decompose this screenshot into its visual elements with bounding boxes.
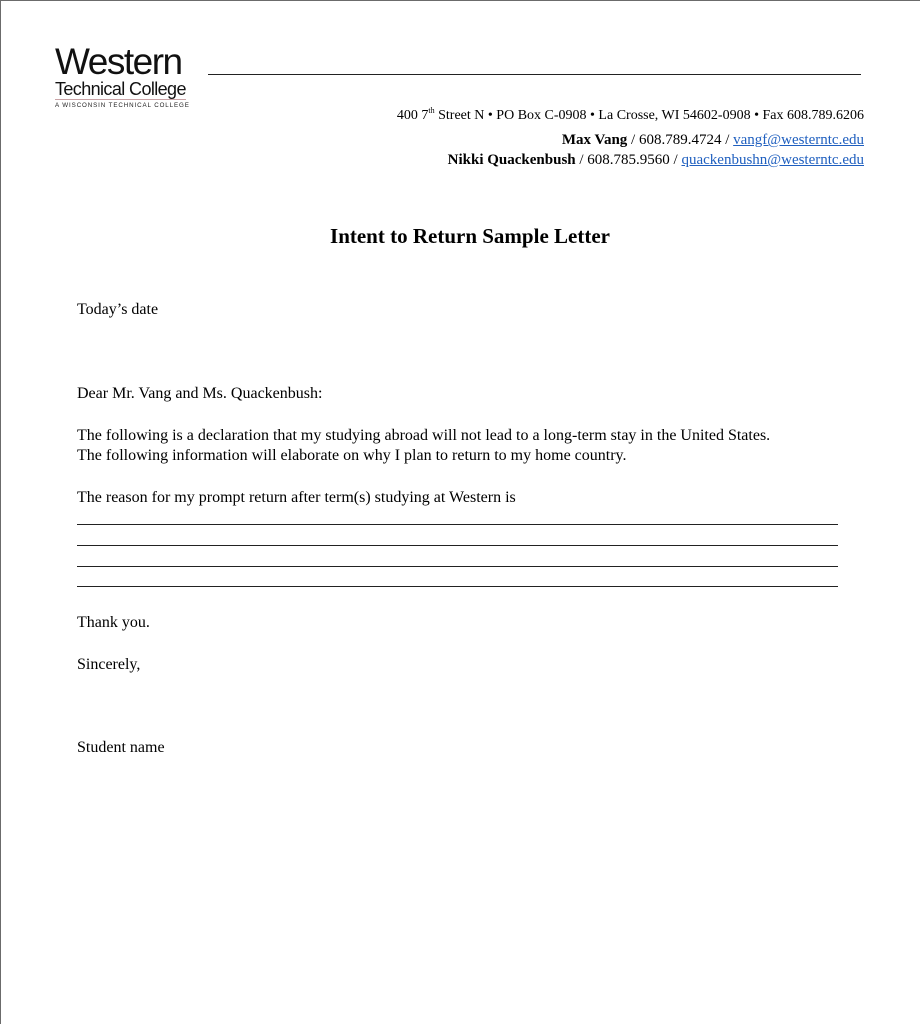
blank-write-line (77, 586, 838, 587)
logo-wordmark: Western (55, 41, 182, 82)
date-line: Today’s date (77, 301, 159, 318)
blank-write-line (77, 545, 838, 546)
contact-max-vang (562, 132, 864, 149)
paragraph-line-1: The following is a declaration that my studying abroad will not lead to a long-term stay in the United States. (77, 427, 771, 444)
logo-tagline: A WISCONSIN TECHNICAL COLLEGE (55, 102, 190, 109)
salutation: Dear Mr. Vang and Ms. Quackenbush: (77, 385, 323, 402)
paragraph-line-2: The following information will elaborate on why I plan to return to my home country. (77, 447, 627, 464)
contact-phone: / 608.789.4724 / (627, 132, 734, 148)
blank-write-line (77, 524, 838, 525)
closing: Sincerely, (77, 656, 141, 673)
header-rule (208, 74, 861, 75)
address-line (397, 108, 864, 124)
contact-email-link[interactable]: vangf@westerntc.edu (733, 132, 864, 148)
address-superscript: th (428, 106, 435, 115)
contact-phone: / 608.785.9560 / (575, 152, 682, 168)
blank-write-line (77, 566, 838, 567)
contact-email-link[interactable]: quackenbushn@westerntc.edu (681, 152, 864, 168)
contact-nikki-quackenbush (448, 152, 864, 169)
letter-title: Intent to Return Sample Letter (330, 224, 610, 248)
address-street-number: 400 7 (396, 108, 429, 123)
western-technical-college-logo (55, 41, 200, 109)
reason-prompt: The reason for my prompt return after term(s) studying at Western is (77, 489, 516, 506)
thank-you: Thank you. (77, 614, 150, 631)
contact-name: Max Vang (561, 132, 628, 148)
address-rest: Street N • PO Box C-0908 • La Crosse, WI 54602-0908 • Fax 608.789.6206 (434, 108, 864, 123)
signature-name: Student name (77, 739, 165, 756)
logo-subname: Technical College (55, 79, 186, 99)
contact-name: Nikki Quackenbush (447, 152, 576, 168)
